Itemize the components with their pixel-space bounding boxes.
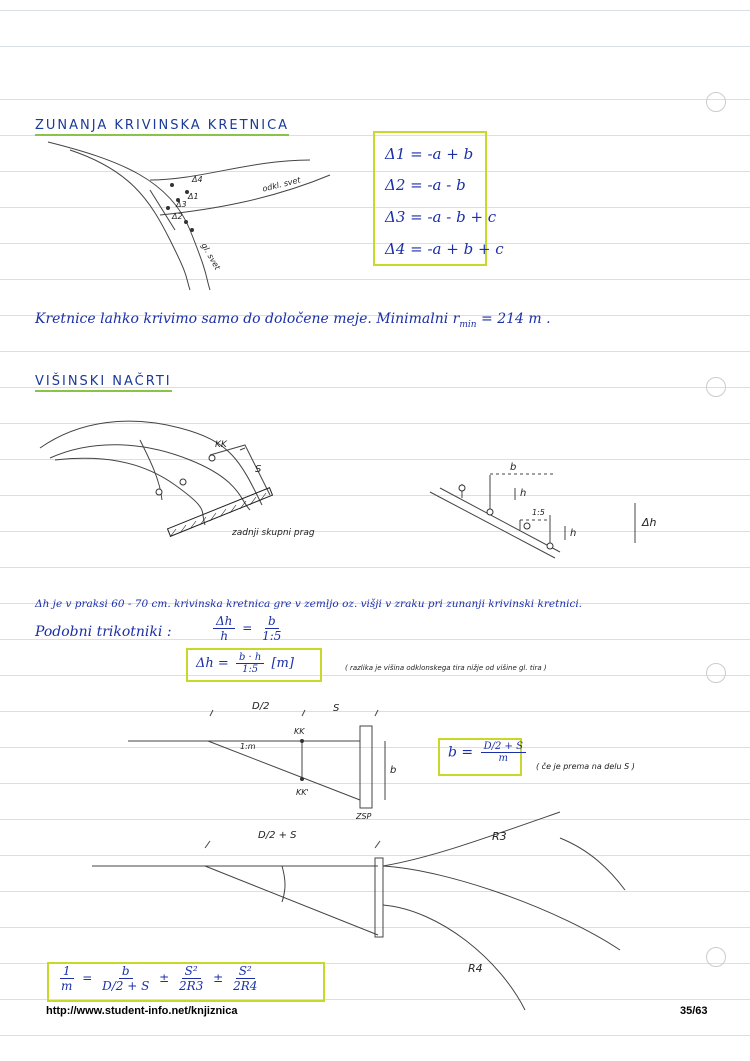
heading-zunanja: ZUNANJA KRIVINSKA KRETNICA — [35, 118, 289, 133]
footer-url[interactable]: http://www.student-info.net/knjiznica — [46, 1005, 238, 1017]
d2s-label: D/2 + S — [258, 830, 297, 841]
page-number: 35/63 — [680, 1005, 708, 1017]
glavni-label: gl. svet — [199, 241, 222, 272]
kk-prime-label: KK' — [296, 788, 309, 797]
sentence-min-radius: Kretnice lahko krivimo samo do določene meje. Minimalni $r_{min} = 214$ m . — [35, 311, 551, 330]
ratio-label: 1:5 — [532, 508, 545, 517]
dh-lhs: Δh = — [196, 656, 229, 671]
s-dim-label: S — [333, 703, 340, 714]
sentence-dh: Δh je v praksi 60 - 70 cm. krivinska kretnica gre v zemljo oz. višji v zraku pri zunanji krivinski kretnici. — [35, 598, 583, 610]
kk-label: KK — [215, 440, 227, 450]
dh-label: Δh — [642, 516, 657, 529]
r3-label: R3 — [492, 830, 507, 843]
formula-delta1: Δ1 = -a + b — [385, 145, 474, 163]
formula-delta4: Δ4 = -a + b + c — [385, 240, 504, 258]
note-prema: ( če je prema na delu S ) — [536, 762, 635, 771]
final-formula-box: $\frac{1}{m}$ = $\frac{b}{D/2 + S}$ ± $\frac{\text{S²}}{2R3}$ ± $\frac{\text{S²}}{2R4}$ — [47, 962, 325, 1002]
h2-label: h — [570, 528, 577, 539]
delta2-label: Δ2 — [172, 212, 183, 221]
h-label: h — [520, 488, 527, 499]
dh-unit: [m] — [271, 656, 294, 671]
b-dim-label: b — [390, 765, 397, 776]
delta4-label: Δ4 — [192, 175, 203, 184]
heading-visinski: VIŠINSKI NAČRTI — [35, 374, 172, 389]
d2-label: D/2 — [252, 701, 270, 712]
b-lhs: b = — [448, 744, 474, 761]
delta1-label: Δ1 — [188, 192, 199, 201]
kk-point-label: KK — [294, 727, 305, 736]
s-label: S — [255, 464, 262, 475]
zsp-label: ZSP — [356, 812, 372, 821]
odkl-label: odkl. svet — [261, 175, 302, 194]
dh-formula-box: Δh = $\frac{b \cdot h}{1:5}$ [m] — [186, 648, 322, 682]
delta3-label: Δ3 — [176, 200, 187, 209]
b-formula-box: b = $\frac{D/2 + S}{m}$ — [438, 738, 522, 776]
slope-label: 1:m — [240, 742, 256, 751]
prag-label: zadnji skupni prag — [232, 528, 315, 538]
formula-delta3: Δ3 = -a - b + c — [385, 208, 497, 226]
ratio-formula: $\frac{\Delta h}{h}$ = $\frac{b}{1:5}$ — [210, 614, 287, 643]
formula-delta2: Δ2 = -a - b — [385, 176, 466, 194]
note-height: ( razlika je višina odklonskega tira nižje od višine gl. tira ) — [345, 664, 547, 672]
b-label: b — [510, 462, 517, 473]
similar-triangles-label: Podobni trikotniki : — [35, 624, 172, 640]
r4-label: R4 — [468, 962, 483, 975]
